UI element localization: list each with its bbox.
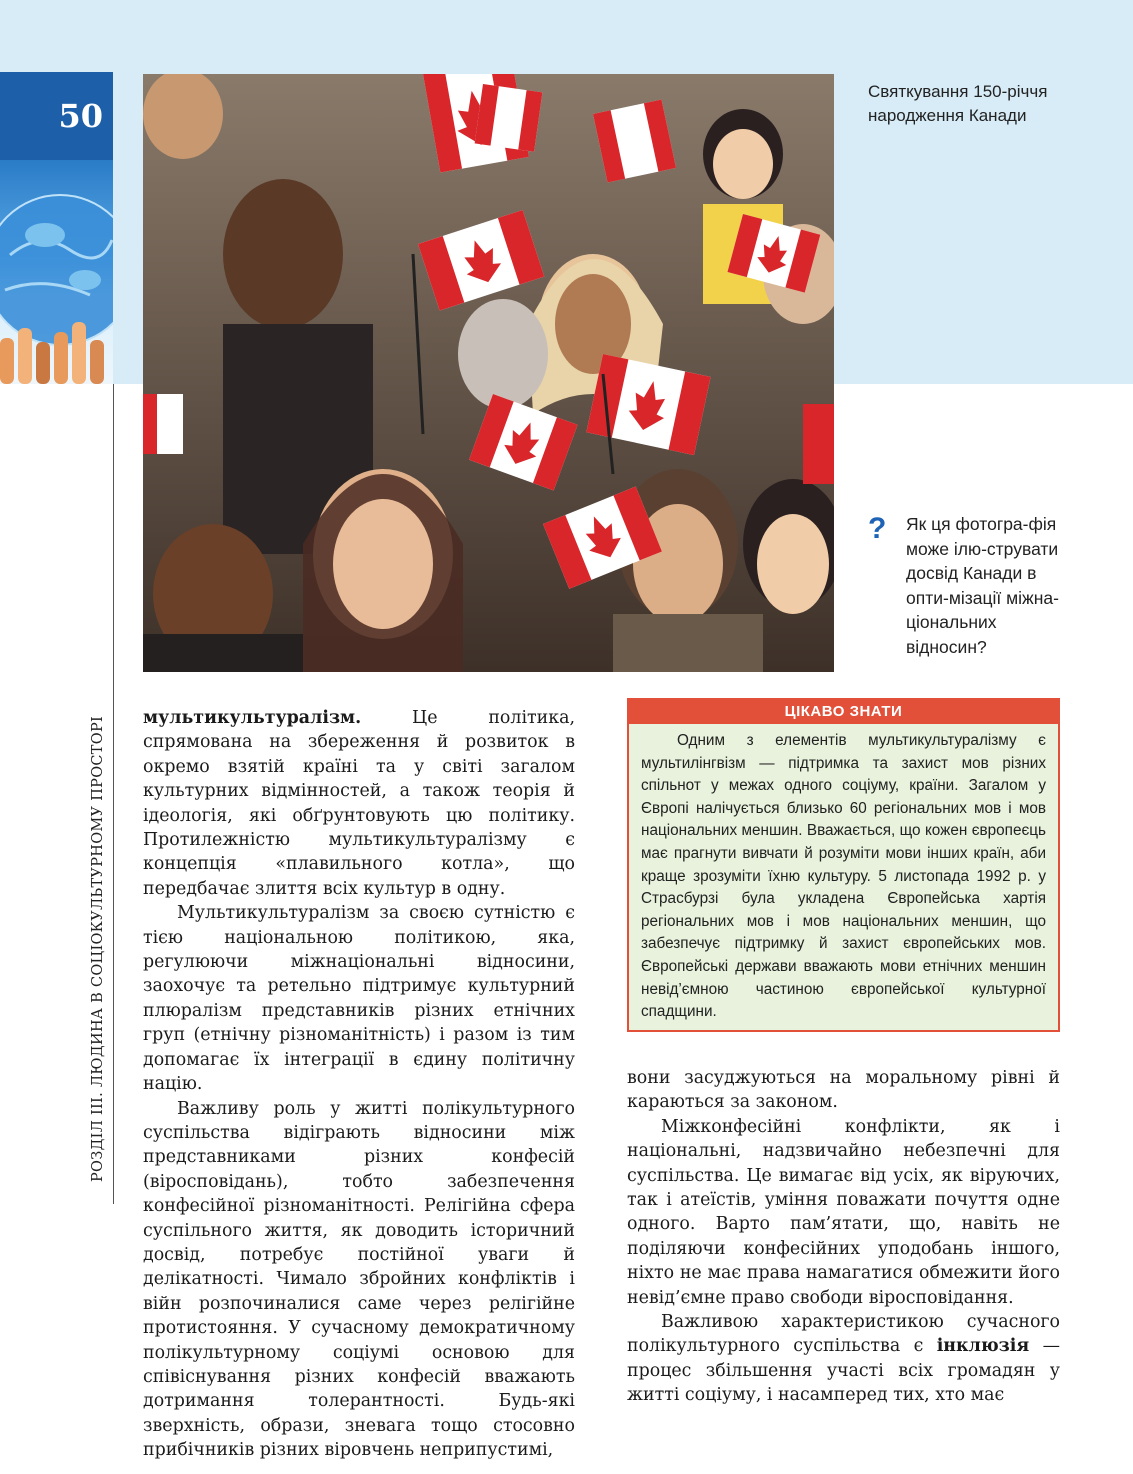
photo-question: Як ця фотогра-фія може ілю-струвати досвід Канади в опти-мізації міжна-ціональних відносин? bbox=[906, 514, 1059, 657]
paragraph-interconfessional-conflicts: Міжконфесійні конфлікти, як і національні, надзвичайно небезпечні для суспільства. Це вимагає від усіх, як віруючих, так і атеїстів, уміння поважати почуття одне одного. Варто пам’ятати, що, навіть не поділяючи конфесійних уподобань іншого, ніхто не має права намагатися обмежити його невід’ємне право свободи віросповідання. bbox=[627, 1116, 1060, 1308]
right-column bbox=[627, 1066, 1060, 1408]
paragraph-multiculturalism-definition bbox=[143, 706, 575, 901]
paragraph-confessions: Важливу роль у житті полікультурного суспільства відіграють відносини між представниками різних конфесій (віросповідань), тобто забезпечення конфесійної різноманітності. Релігійна сфера суспільного життя, як доводить історичний досвід, потребує постійної уваги й делікатності. Чимало збройних конфліктів і війн розпочиналися саме через релігійне протистояння. У сучасному демократичному полікультурному соціумі основою для співіснування різних конфесій вважають дотримання толерантності. Будь-які зверхність, образи, зневага тощо стосовно прибічників різних віровчень неприпустимі, bbox=[143, 1098, 575, 1461]
info-box-text: Одним з елементів мультикультуралізму є мультилінгвізм — підтримка та захист мов різних спільнот у межах одного соціуму, країни. Загалом у Європі налічується близько 60 регіональних мов і мов національних меншин. Вважається, що кожен європеєць має прагнути вивчати й розуміти мови інших країн, аби краще зрозуміти їхню культуру. 5 листопада 1992 р. у Страсбурзі була укладена Європейська хартія регіональних мов і мов національних меншин, що забезпечує підтримку й захист європейських мов. Європейські держави вважають мови етнічних меншин невід’ємною частиною європейської культурної спадщини. bbox=[641, 732, 1046, 1021]
info-box-title: ЦІКАВО ЗНАТИ bbox=[629, 700, 1058, 724]
paragraph-text: — процес збільшення участі всіх громадян у житті соціуму, і насамперед тих, хто має bbox=[627, 1336, 1061, 1406]
canada-celebration-photo bbox=[143, 74, 834, 672]
info-box bbox=[627, 698, 1060, 1032]
paragraph-inclusion bbox=[627, 1310, 1060, 1408]
section-title: РОЗДІЛ ІІІ. ЛЮДИНА В СОЦІОКУЛЬТУРНОМУ ПРОСТОРІ bbox=[90, 715, 106, 1182]
paragraph-multiculturalism-essence: Мультикультуралізм за своєю сутністю є тією національною політикою, яка, регулюючи міжнаціональні відносини, заохочує та ретельно підтримує культурний плюралізм представників різних етнічних груп (етнічну різноманітність) і разом із тим допомагає їх інтеграції в єдину політичну націю. bbox=[143, 903, 575, 1095]
page-number: 50 bbox=[0, 72, 113, 160]
paragraph-text: Важливою характеристикою сучасного полікультурного суспільства є bbox=[627, 1312, 1060, 1357]
question-mark-icon: ? bbox=[868, 512, 887, 545]
paragraph-continuation: вони засуджуються на моральному рівні й караються за законом. bbox=[627, 1068, 1060, 1113]
left-column bbox=[143, 706, 575, 1463]
spine-divider bbox=[113, 384, 114, 1204]
globe-hands-illustration bbox=[0, 160, 113, 384]
term-inclusion: інклюзія bbox=[936, 1336, 1030, 1357]
photo-caption: Святкування 150-річчя народження Канади bbox=[868, 82, 1048, 125]
paragraph-text: Це політика, спрямована на збереження й розвиток в окремо взятій країні та у світі загалом культурних відмінностей, а також теорія й ідеологія, які обґрунтовують цю політику. Протилежністю мультикультуралізму є концепція «плавильного котла», що передбачає злиття всіх культур в одну. bbox=[143, 708, 575, 899]
term-multiculturalism: мультикультуралізм. bbox=[143, 708, 362, 728]
